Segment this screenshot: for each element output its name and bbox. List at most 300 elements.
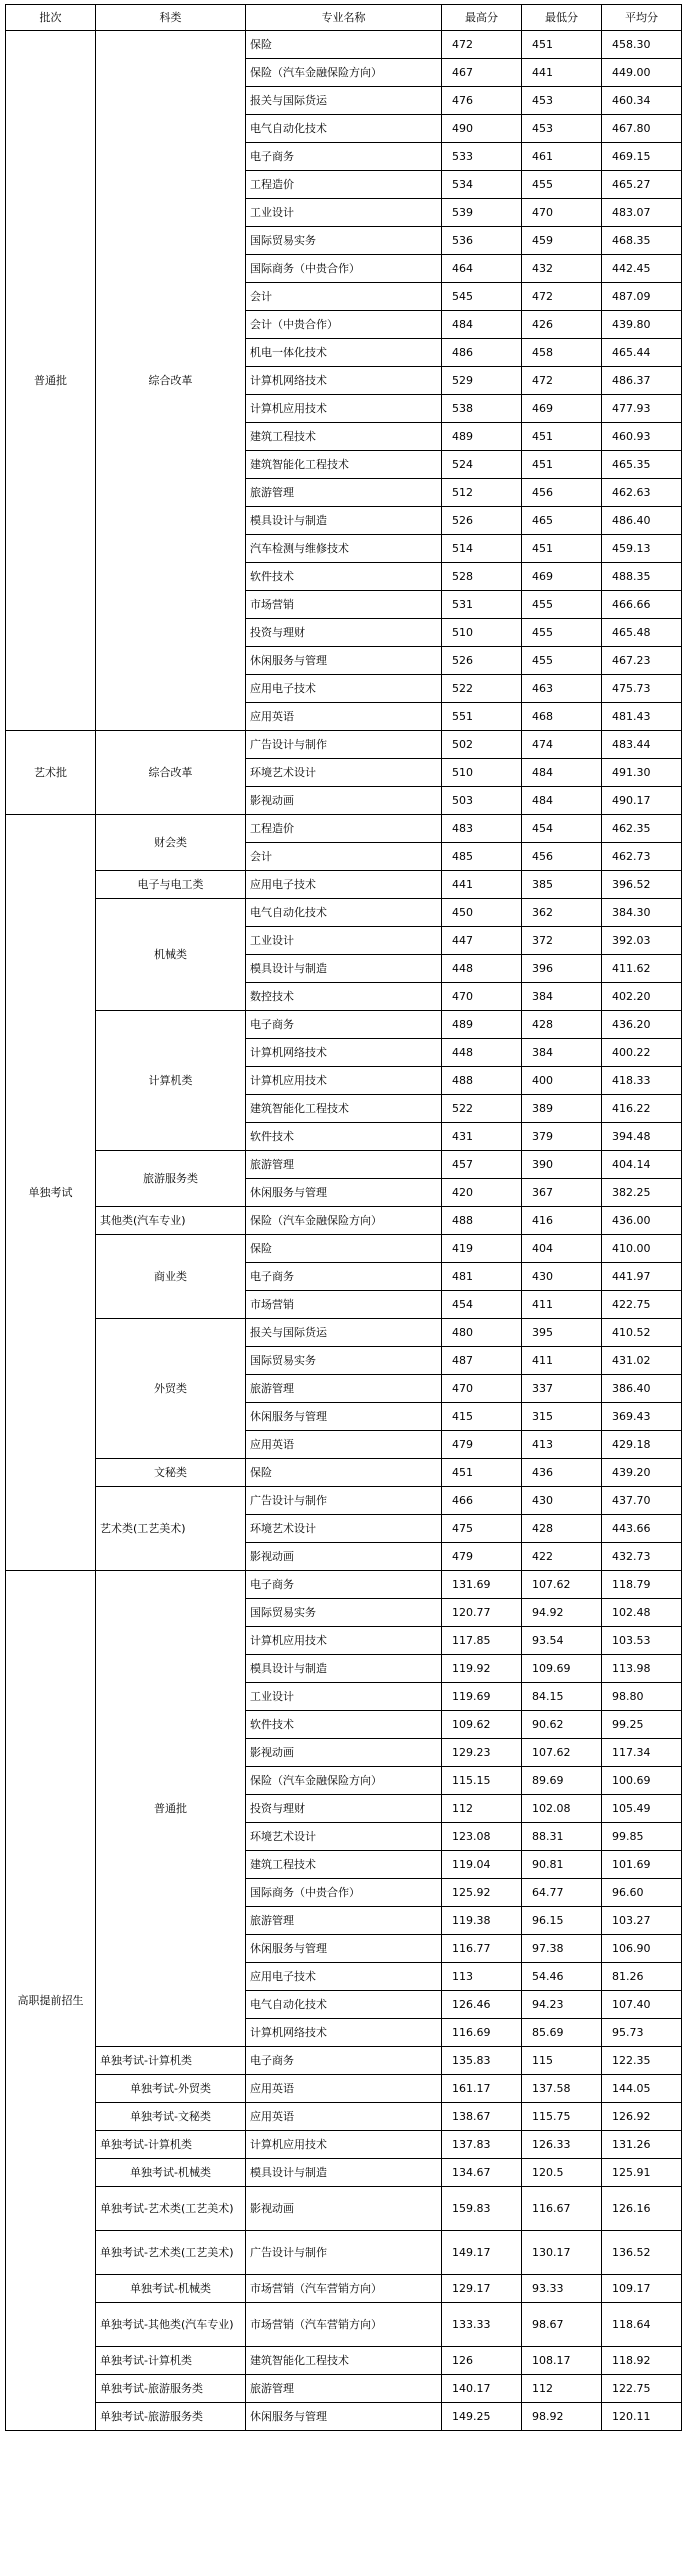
max-score-cell: 526	[442, 507, 522, 535]
max-score-cell: 109.62	[442, 1711, 522, 1739]
min-score-cell: 470	[522, 199, 602, 227]
major-cell: 应用英语	[246, 1431, 442, 1459]
table-body	[6, 31, 682, 2431]
min-score-cell: 455	[522, 591, 602, 619]
min-score-cell: 109.69	[522, 1655, 602, 1683]
major-cell: 应用英语	[246, 703, 442, 731]
max-score-cell: 522	[442, 675, 522, 703]
avg-score-cell: 396.52	[602, 871, 682, 899]
min-score-cell: 474	[522, 731, 602, 759]
major-cell: 休闲服务与管理	[246, 1935, 442, 1963]
max-score-cell: 526	[442, 647, 522, 675]
min-score-cell: 404	[522, 1235, 602, 1263]
major-cell: 旅游管理	[246, 479, 442, 507]
major-cell: 国际商务（中贵合作）	[246, 1879, 442, 1907]
min-score-cell: 458	[522, 339, 602, 367]
max-score-cell: 454	[442, 1291, 522, 1319]
max-score-cell: 431	[442, 1123, 522, 1151]
major-cell: 报关与国际货运	[246, 87, 442, 115]
avg-score-cell: 411.62	[602, 955, 682, 983]
min-score-cell: 362	[522, 899, 602, 927]
major-cell: 环境艺术设计	[246, 759, 442, 787]
table-row	[6, 2347, 682, 2375]
major-cell: 模具设计与制造	[246, 507, 442, 535]
table-row	[6, 2231, 682, 2275]
max-score-cell: 457	[442, 1151, 522, 1179]
min-score-cell: 428	[522, 1515, 602, 1543]
category-cell: 旅游服务类	[96, 1151, 246, 1207]
max-score-cell: 488	[442, 1207, 522, 1235]
major-cell: 市场营销	[246, 1291, 442, 1319]
category-cell: 单独考试-机械类	[96, 2159, 246, 2187]
major-cell: 数控技术	[246, 983, 442, 1011]
avg-score-cell: 468.35	[602, 227, 682, 255]
avg-score-cell: 394.48	[602, 1123, 682, 1151]
min-score-cell: 451	[522, 535, 602, 563]
major-cell: 模具设计与制造	[246, 2159, 442, 2187]
avg-score-cell: 386.40	[602, 1375, 682, 1403]
min-score-cell: 469	[522, 395, 602, 423]
avg-score-cell: 466.66	[602, 591, 682, 619]
max-score-cell: 472	[442, 31, 522, 59]
min-score-cell: 54.46	[522, 1963, 602, 1991]
major-cell: 应用电子技术	[246, 871, 442, 899]
max-score-cell: 479	[442, 1431, 522, 1459]
major-cell: 广告设计与制作	[246, 1487, 442, 1515]
major-cell: 工程造价	[246, 171, 442, 199]
category-cell: 计算机类	[96, 1011, 246, 1151]
min-score-cell: 372	[522, 927, 602, 955]
table-row	[6, 2047, 682, 2075]
avg-score-cell: 103.27	[602, 1907, 682, 1935]
max-score-cell: 510	[442, 759, 522, 787]
table-row	[6, 2187, 682, 2231]
category-cell: 单独考试-艺术类(工艺美术)	[96, 2187, 246, 2231]
max-score-cell: 133.33	[442, 2303, 522, 2347]
avg-score-cell: 392.03	[602, 927, 682, 955]
min-score-cell: 453	[522, 115, 602, 143]
header-major: 专业名称	[246, 5, 442, 31]
min-score-cell: 459	[522, 227, 602, 255]
avg-score-cell: 404.14	[602, 1151, 682, 1179]
min-score-cell: 472	[522, 367, 602, 395]
max-score-cell: 522	[442, 1095, 522, 1123]
major-cell: 保险	[246, 1235, 442, 1263]
avg-score-cell: 462.35	[602, 815, 682, 843]
max-score-cell: 489	[442, 1011, 522, 1039]
major-cell: 模具设计与制造	[246, 1655, 442, 1683]
table-row	[6, 2303, 682, 2347]
major-cell: 旅游管理	[246, 1151, 442, 1179]
major-cell: 广告设计与制作	[246, 731, 442, 759]
major-cell: 保险	[246, 1459, 442, 1487]
avg-score-cell: 101.69	[602, 1851, 682, 1879]
max-score-cell: 524	[442, 451, 522, 479]
major-cell: 工业设计	[246, 927, 442, 955]
table-header-row	[6, 5, 682, 31]
max-score-cell: 539	[442, 199, 522, 227]
max-score-cell: 420	[442, 1179, 522, 1207]
min-score-cell: 395	[522, 1319, 602, 1347]
table-row	[6, 2103, 682, 2131]
major-cell: 休闲服务与管理	[246, 2403, 442, 2431]
major-cell: 应用英语	[246, 2075, 442, 2103]
major-cell: 投资与理财	[246, 1795, 442, 1823]
min-score-cell: 126.33	[522, 2131, 602, 2159]
avg-score-cell: 102.48	[602, 1599, 682, 1627]
category-cell: 机械类	[96, 899, 246, 1011]
max-score-cell: 112	[442, 1795, 522, 1823]
major-cell: 工程造价	[246, 815, 442, 843]
major-cell: 电子商务	[246, 1011, 442, 1039]
major-cell: 模具设计与制造	[246, 955, 442, 983]
avg-score-cell: 125.91	[602, 2159, 682, 2187]
table-row	[6, 731, 682, 759]
major-cell: 休闲服务与管理	[246, 1179, 442, 1207]
max-score-cell: 129.23	[442, 1739, 522, 1767]
max-score-cell: 470	[442, 1375, 522, 1403]
avg-score-cell: 436.00	[602, 1207, 682, 1235]
avg-score-cell: 81.26	[602, 1963, 682, 1991]
min-score-cell: 337	[522, 1375, 602, 1403]
major-cell: 软件技术	[246, 563, 442, 591]
min-score-cell: 389	[522, 1095, 602, 1123]
max-score-cell: 512	[442, 479, 522, 507]
category-cell: 外贸类	[96, 1319, 246, 1459]
max-score-cell: 129.17	[442, 2275, 522, 2303]
major-cell: 应用电子技术	[246, 675, 442, 703]
table-row	[6, 2403, 682, 2431]
header-avg-score: 平均分	[602, 5, 682, 31]
avg-score-cell: 437.70	[602, 1487, 682, 1515]
avg-score-cell: 429.18	[602, 1431, 682, 1459]
min-score-cell: 484	[522, 759, 602, 787]
avg-score-cell: 491.30	[602, 759, 682, 787]
min-score-cell: 430	[522, 1263, 602, 1291]
category-cell: 普通批	[96, 1571, 246, 2047]
max-score-cell: 126	[442, 2347, 522, 2375]
min-score-cell: 88.31	[522, 1823, 602, 1851]
major-cell: 建筑工程技术	[246, 423, 442, 451]
avg-score-cell: 439.80	[602, 311, 682, 339]
category-cell: 艺术类(工艺美术)	[96, 1487, 246, 1571]
major-cell: 电气自动化技术	[246, 115, 442, 143]
avg-score-cell: 410.52	[602, 1319, 682, 1347]
avg-score-cell: 469.15	[602, 143, 682, 171]
major-cell: 影视动画	[246, 2187, 442, 2231]
max-score-cell: 486	[442, 339, 522, 367]
avg-score-cell: 418.33	[602, 1067, 682, 1095]
avg-score-cell: 475.73	[602, 675, 682, 703]
major-cell: 保险（汽车金融保险方向）	[246, 1767, 442, 1795]
min-score-cell: 107.62	[522, 1739, 602, 1767]
min-score-cell: 93.54	[522, 1627, 602, 1655]
min-score-cell: 413	[522, 1431, 602, 1459]
min-score-cell: 390	[522, 1151, 602, 1179]
min-score-cell: 98.67	[522, 2303, 602, 2347]
avg-score-cell: 477.93	[602, 395, 682, 423]
major-cell: 保险	[246, 31, 442, 59]
avg-score-cell: 120.11	[602, 2403, 682, 2431]
min-score-cell: 465	[522, 507, 602, 535]
avg-score-cell: 483.44	[602, 731, 682, 759]
major-cell: 应用电子技术	[246, 1963, 442, 1991]
min-score-cell: 453	[522, 87, 602, 115]
avg-score-cell: 117.34	[602, 1739, 682, 1767]
max-score-cell: 450	[442, 899, 522, 927]
max-score-cell: 451	[442, 1459, 522, 1487]
table-row	[6, 1151, 682, 1179]
major-cell: 工业设计	[246, 1683, 442, 1711]
min-score-cell: 416	[522, 1207, 602, 1235]
major-cell: 影视动画	[246, 1543, 442, 1571]
avg-score-cell: 443.66	[602, 1515, 682, 1543]
category-cell: 电子与电工类	[96, 871, 246, 899]
max-score-cell: 485	[442, 843, 522, 871]
major-cell: 广告设计与制作	[246, 2231, 442, 2275]
min-score-cell: 468	[522, 703, 602, 731]
max-score-cell: 481	[442, 1263, 522, 1291]
min-score-cell: 384	[522, 1039, 602, 1067]
min-score-cell: 469	[522, 563, 602, 591]
avg-score-cell: 481.43	[602, 703, 682, 731]
min-score-cell: 455	[522, 171, 602, 199]
avg-score-cell: 384.30	[602, 899, 682, 927]
table-row	[6, 871, 682, 899]
avg-score-cell: 465.27	[602, 171, 682, 199]
table-row	[6, 1459, 682, 1487]
min-score-cell: 115.75	[522, 2103, 602, 2131]
min-score-cell: 451	[522, 31, 602, 59]
major-cell: 旅游管理	[246, 2375, 442, 2403]
min-score-cell: 428	[522, 1011, 602, 1039]
max-score-cell: 489	[442, 423, 522, 451]
major-cell: 保险（汽车金融保险方向）	[246, 59, 442, 87]
avg-score-cell: 144.05	[602, 2075, 682, 2103]
avg-score-cell: 459.13	[602, 535, 682, 563]
table-row	[6, 2275, 682, 2303]
min-score-cell: 454	[522, 815, 602, 843]
major-cell: 投资与理财	[246, 619, 442, 647]
avg-score-cell: 460.93	[602, 423, 682, 451]
max-score-cell: 140.17	[442, 2375, 522, 2403]
max-score-cell: 531	[442, 591, 522, 619]
max-score-cell: 135.83	[442, 2047, 522, 2075]
avg-score-cell: 441.97	[602, 1263, 682, 1291]
min-score-cell: 367	[522, 1179, 602, 1207]
avg-score-cell: 106.90	[602, 1935, 682, 1963]
max-score-cell: 480	[442, 1319, 522, 1347]
max-score-cell: 441	[442, 871, 522, 899]
major-cell: 环境艺术设计	[246, 1515, 442, 1543]
avg-score-cell: 107.40	[602, 1991, 682, 2019]
min-score-cell: 461	[522, 143, 602, 171]
major-cell: 应用英语	[246, 2103, 442, 2131]
table-row	[6, 31, 682, 59]
avg-score-cell: 382.25	[602, 1179, 682, 1207]
max-score-cell: 467	[442, 59, 522, 87]
min-score-cell: 411	[522, 1291, 602, 1319]
avg-score-cell: 488.35	[602, 563, 682, 591]
avg-score-cell: 465.48	[602, 619, 682, 647]
max-score-cell: 119.69	[442, 1683, 522, 1711]
max-score-cell: 123.08	[442, 1823, 522, 1851]
batch-cell: 单独考试	[6, 815, 96, 1571]
avg-score-cell: 449.00	[602, 59, 682, 87]
table-row	[6, 1235, 682, 1263]
max-score-cell: 490	[442, 115, 522, 143]
min-score-cell: 472	[522, 283, 602, 311]
header-min-score: 最低分	[522, 5, 602, 31]
max-score-cell: 447	[442, 927, 522, 955]
avg-score-cell: 467.23	[602, 647, 682, 675]
major-cell: 会计（中贵合作）	[246, 311, 442, 339]
min-score-cell: 463	[522, 675, 602, 703]
category-cell: 单独考试-旅游服务类	[96, 2375, 246, 2403]
major-cell: 休闲服务与管理	[246, 647, 442, 675]
avg-score-cell: 410.00	[602, 1235, 682, 1263]
min-score-cell: 426	[522, 311, 602, 339]
table-row	[6, 1319, 682, 1347]
min-score-cell: 84.15	[522, 1683, 602, 1711]
avg-score-cell: 458.30	[602, 31, 682, 59]
category-cell: 单独考试-旅游服务类	[96, 2403, 246, 2431]
max-score-cell: 475	[442, 1515, 522, 1543]
major-cell: 市场营销（汽车营销方向）	[246, 2275, 442, 2303]
major-cell: 工业设计	[246, 199, 442, 227]
avg-score-cell: 462.63	[602, 479, 682, 507]
avg-score-cell: 122.75	[602, 2375, 682, 2403]
category-cell: 单独考试-计算机类	[96, 2047, 246, 2075]
avg-score-cell: 465.44	[602, 339, 682, 367]
max-score-cell: 448	[442, 955, 522, 983]
avg-score-cell: 113.98	[602, 1655, 682, 1683]
max-score-cell: 126.46	[442, 1991, 522, 2019]
max-score-cell: 115.15	[442, 1767, 522, 1795]
min-score-cell: 379	[522, 1123, 602, 1151]
category-cell: 单独考试-计算机类	[96, 2347, 246, 2375]
category-cell: 单独考试-文秘类	[96, 2103, 246, 2131]
major-cell: 电气自动化技术	[246, 899, 442, 927]
avg-score-cell: 126.92	[602, 2103, 682, 2131]
min-score-cell: 93.33	[522, 2275, 602, 2303]
table-row	[6, 1571, 682, 1599]
min-score-cell: 94.23	[522, 1991, 602, 2019]
major-cell: 计算机应用技术	[246, 395, 442, 423]
header-max-score: 最高分	[442, 5, 522, 31]
avg-score-cell: 126.16	[602, 2187, 682, 2231]
table-row	[6, 2131, 682, 2159]
batch-cell: 普通批	[6, 31, 96, 731]
max-score-cell: 470	[442, 983, 522, 1011]
min-score-cell: 430	[522, 1487, 602, 1515]
major-cell: 建筑工程技术	[246, 1851, 442, 1879]
major-cell: 影视动画	[246, 787, 442, 815]
batch-cell: 高职提前招生	[6, 1571, 96, 2431]
min-score-cell: 96.15	[522, 1907, 602, 1935]
min-score-cell: 411	[522, 1347, 602, 1375]
table-row	[6, 1487, 682, 1515]
min-score-cell: 422	[522, 1543, 602, 1571]
max-score-cell: 116.69	[442, 2019, 522, 2047]
max-score-cell: 484	[442, 311, 522, 339]
avg-score-cell: 99.85	[602, 1823, 682, 1851]
table-row	[6, 1207, 682, 1235]
avg-score-cell: 98.80	[602, 1683, 682, 1711]
min-score-cell: 400	[522, 1067, 602, 1095]
max-score-cell: 487	[442, 1347, 522, 1375]
major-cell: 市场营销（汽车营销方向）	[246, 2303, 442, 2347]
max-score-cell: 125.92	[442, 1879, 522, 1907]
min-score-cell: 432	[522, 255, 602, 283]
major-cell: 国际贸易实务	[246, 227, 442, 255]
min-score-cell: 451	[522, 451, 602, 479]
max-score-cell: 538	[442, 395, 522, 423]
major-cell: 软件技术	[246, 1711, 442, 1739]
major-cell: 影视动画	[246, 1739, 442, 1767]
avg-score-cell: 490.17	[602, 787, 682, 815]
major-cell: 计算机网络技术	[246, 367, 442, 395]
max-score-cell: 120.77	[442, 1599, 522, 1627]
max-score-cell: 464	[442, 255, 522, 283]
min-score-cell: 315	[522, 1403, 602, 1431]
min-score-cell: 116.67	[522, 2187, 602, 2231]
min-score-cell: 107.62	[522, 1571, 602, 1599]
category-cell: 单独考试-艺术类(工艺美术)	[96, 2231, 246, 2275]
max-score-cell: 510	[442, 619, 522, 647]
major-cell: 计算机应用技术	[246, 2131, 442, 2159]
avg-score-cell: 460.34	[602, 87, 682, 115]
table-row	[6, 2075, 682, 2103]
max-score-cell: 117.85	[442, 1627, 522, 1655]
min-score-cell: 98.92	[522, 2403, 602, 2431]
min-score-cell: 94.92	[522, 1599, 602, 1627]
max-score-cell: 534	[442, 171, 522, 199]
max-score-cell: 161.17	[442, 2075, 522, 2103]
min-score-cell: 102.08	[522, 1795, 602, 1823]
max-score-cell: 131.69	[442, 1571, 522, 1599]
avg-score-cell: 96.60	[602, 1879, 682, 1907]
category-cell: 综合改革	[96, 31, 246, 731]
max-score-cell: 483	[442, 815, 522, 843]
major-cell: 电子商务	[246, 143, 442, 171]
min-score-cell: 436	[522, 1459, 602, 1487]
avg-score-cell: 432.73	[602, 1543, 682, 1571]
min-score-cell: 384	[522, 983, 602, 1011]
min-score-cell: 385	[522, 871, 602, 899]
major-cell: 会计	[246, 283, 442, 311]
major-cell: 旅游管理	[246, 1375, 442, 1403]
max-score-cell: 134.67	[442, 2159, 522, 2187]
min-score-cell: 456	[522, 843, 602, 871]
avg-score-cell: 467.80	[602, 115, 682, 143]
min-score-cell: 455	[522, 619, 602, 647]
min-score-cell: 455	[522, 647, 602, 675]
admission-score-table	[5, 4, 682, 2431]
major-cell: 建筑智能化工程技术	[246, 451, 442, 479]
min-score-cell: 64.77	[522, 1879, 602, 1907]
min-score-cell: 85.69	[522, 2019, 602, 2047]
min-score-cell: 120.5	[522, 2159, 602, 2187]
max-score-cell: 149.25	[442, 2403, 522, 2431]
max-score-cell: 119.38	[442, 1907, 522, 1935]
major-cell: 环境艺术设计	[246, 1823, 442, 1851]
avg-score-cell: 105.49	[602, 1795, 682, 1823]
major-cell: 休闲服务与管理	[246, 1403, 442, 1431]
max-score-cell: 476	[442, 87, 522, 115]
major-cell: 保险（汽车金融保险方向）	[246, 1207, 442, 1235]
avg-score-cell: 487.09	[602, 283, 682, 311]
